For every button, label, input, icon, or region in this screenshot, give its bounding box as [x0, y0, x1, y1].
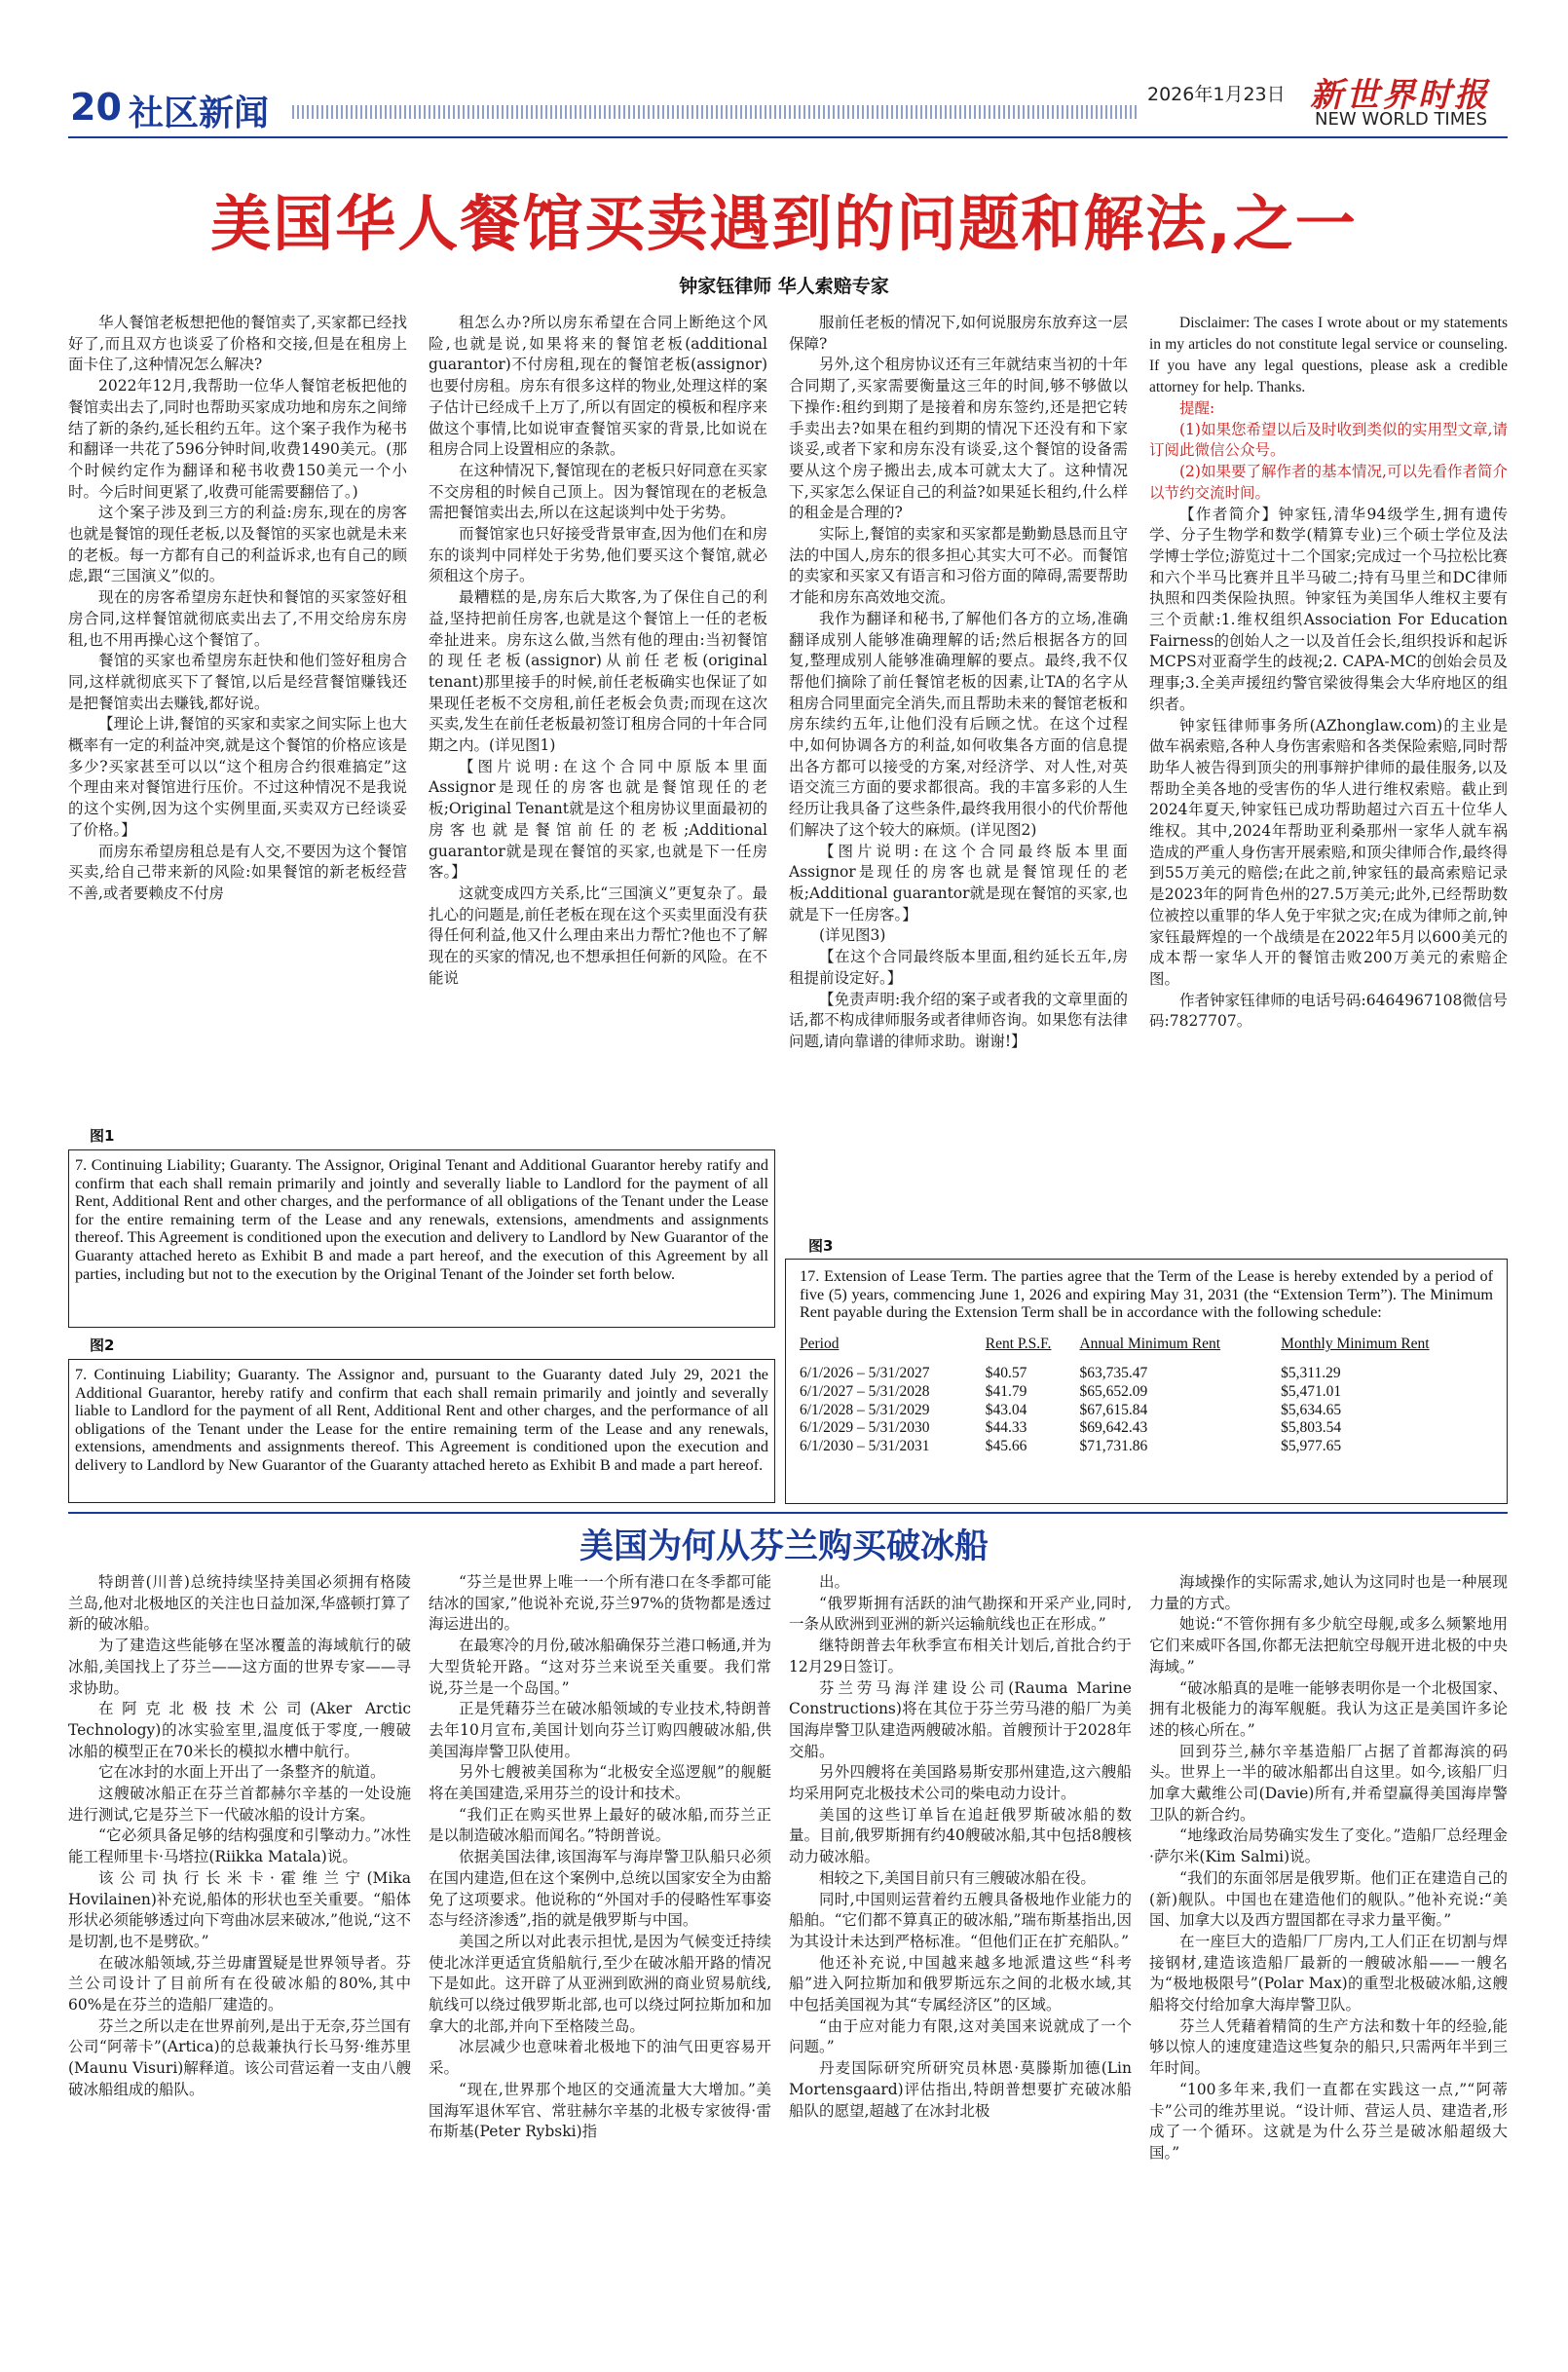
article-separator	[68, 1512, 1508, 1514]
figure-3-text: 17. Extension of Lease Term. The parties agree that the Term of the Lease is hereby extended by a period of five (5) years, commencing June 1, 2026 and expiring May 31, 2031 (the “Extension Term”). The Minimum Rent payable during the Extension Term shall be in accordance with the following schedule:	[800, 1267, 1493, 1322]
article2-headline: 美国为何从芬兰购买破冰船	[579, 1527, 989, 1566]
table-row	[800, 1438, 1493, 1456]
disclaimer-english: Disclaimer: The cases I wrote about or my statements in my articles do not constitute legal service or counseling. If you have any legal questions, please ask a credible attorney for help. Thanks.	[1149, 315, 1508, 395]
figure-1-lease-clause	[68, 1149, 775, 1328]
table-cell: 6/1/2030 – 5/31/2031	[800, 1437, 930, 1454]
paragraph: 在破冰船领域,芬兰毋庸置疑是世界领导者。芬兰公司设计了目前所有在役破冰船的80%,其中60%是在芬兰的造船厂建造的。	[68, 1953, 411, 2014]
paragraph: “地缘政治局势确实发生了变化。”造船厂总经理金·萨尔米(Kim Salmi)说。	[1149, 1826, 1508, 1866]
paragraph: 正是凭藉芬兰在破冰船领域的专业技术,特朗普去年10月宣布,美国计划向芬兰订购四艘破冰船,供美国海岸警卫队使用。	[429, 1700, 771, 1760]
masthead-english: NEW WORLD TIMES	[1315, 109, 1488, 130]
paragraph: 美国之所以对此表示担忧,是因为气候变迁持续使北冰洋更适宜货船航行,至少在破冰船开路的情况下是如此。这开辟了从亚洲到欧洲的商业贸易航线,航线可以绕过俄罗斯北部,也可以绕过阿拉斯加和加拿大的北部,并向下至格陵兰岛。	[429, 1932, 771, 2035]
paragraph: 她说:“不管你拥有多少航空母舰,或多么频繁地用它们来威吓各国,你都无法把航空母舰开进北极的中央海域。”	[1149, 1615, 1508, 1675]
paragraph: 这艘破冰船正在芬兰首都赫尔辛基的一处设施进行测试,它是芬兰下一代破冰船的设计方案。	[68, 1785, 411, 1824]
section-title: 社区新闻	[129, 94, 270, 133]
article1-column-2	[429, 313, 767, 1115]
header-dotted-rule	[292, 105, 1139, 119]
table-cell: $5,311.29	[1281, 1365, 1341, 1382]
table-cell: $71,731.86	[1079, 1437, 1148, 1454]
paragraph: “现在,世界那个地区的交通流量大大增加。”美国海军退休军官、常驻赫尔辛基的北极专家彼得·雷布斯基(Peter Rybski)指	[429, 2080, 771, 2141]
paragraph: “它必须具备足够的结构强度和引擎动力。”冰性能工程师里卡·马塔拉(Riikka Matala)说。	[68, 1826, 411, 1866]
figure-2-lease-clause	[68, 1359, 775, 1503]
paragraph: 芬兰人凭藉着精简的生产方法和数十年的经验,能够以惊人的速度建造这些复杂的船只,只需两年半到三年时间。	[1149, 2016, 1508, 2078]
paragraph: 在这种情况下,餐馆现在的老板只好同意在买家不交房租的时候自己顶上。因为餐馆现在的老板急需把餐馆卖出去,所以在这起谈判中处于劣势。	[429, 461, 767, 522]
article1-column-3	[789, 313, 1128, 1232]
paragraph: 租怎么办?所以房东希望在合同上断绝这个风险,也就是说,如果将来的餐馆老板(additional guarantor)不付房租,现在的餐馆老板(assignor)也要付房租。房东有很多这样的物业,处理这样的案子估计已经成千上万了,所以有固定的模板和程序来做这个事情,比如说审查餐馆买家的背景,比如说在租房合同上设置相应的条款。	[429, 314, 767, 459]
table-cell: $44.33	[985, 1419, 1027, 1437]
table-cell: $69,642.43	[1079, 1419, 1148, 1437]
paragraph: 餐馆的买家也希望房东赶快和他们签好租房合同,这样就彻底买下了餐馆,以后是经营餐馆赚钱还是把餐馆卖出去赚钱,都好说。	[68, 652, 407, 712]
paragraph: 海域操作的实际需求,她认为这同时也是一种展现力量的方式。	[1149, 1573, 1508, 1612]
paragraph: “100多年来,我们一直都在实践这一点,”“阿蒂卡”公司的维苏里说。“设计师、营运人员、建造者,形成了一个循环。这就是为什么芬兰是破冰船超级大国。”	[1149, 2080, 1508, 2162]
reminder-title: 提醒:	[1179, 399, 1215, 417]
paragraph: 【免责声明:我介绍的案子或者我的文章里面的话,都不构成律师服务或者律师咨询。如果您有法律问题,请向靠谱的律师求助。谢谢!】	[789, 990, 1128, 1050]
issue-date: 2026年1月23日	[1147, 84, 1286, 105]
paragraph: 相较之下,美国目前只有三艘破冰船在役。	[819, 1868, 1096, 1887]
paragraph: “破冰船真的是唯一能够表明你是一个北极国家、拥有北极能力的海军舰艇。我认为这正是美国许多论述的核心所在。”	[1149, 1678, 1508, 1739]
paragraph: 最糟糕的是,房东后大欺客,为了保住自己的利益,坚持把前任房客,也就是这个餐馆上一任的老板牵扯进来。房东这么做,当然有他的理由:当初餐馆的现任老板(assignor)从前任老板(original tenant)那里接手的时候,前任老板确实也保证了如果现任老板不交房租,前任老板会负责;而现在这次买卖,发生在前任老板最初签订租房合同的十年合同期之内。(详见图1)	[429, 588, 767, 755]
paragraph: 钟家钰律师事务所(AZhonglaw.com)的主业是做车祸索赔,各种人身伤害索赔和各类保险索赔,同时帮助华人被告得到顶尖的刑事辩护律师的最佳服务,以及帮助全美各地的受害伤的华人进行维权索赔。截止到2024年夏天,钟家钰已成功帮助超过六百五十位华人维权。其中,2024年帮助亚利桑那州一家华人就车祸造成的严重人身伤害开展索赔,和顶尖律师合作,最终得到55万美元的赔偿;在此之前,钟家钰的最高索赔记录是2023年的阿肯色州的27.5万美元;此外,已经帮助数位被控以重罪的华人免于牢狱之灾;在成为律师之前,钟家钰最辉煌的一个战绩是在2022年5月以600美元的成本帮一家华人开的餐馆击败200万美元的索赔企图。	[1149, 716, 1508, 988]
paragraph: 而餐馆家也只好接受背景审查,因为他们在和房东的谈判中同样处于劣势,他们要买这个餐馆,就必须租这个房子。	[429, 525, 767, 585]
figure-2-text: 7. Continuing Liability; Guaranty. The Assignor and, pursuant to the Guaranty dated July 29, 2021 the Additional Guarantor, hereby ratify and confirm that each shall remain primarily and jointly and severally liable to Landlord for the payment of all Rent, Additional Rent and other charges, and the performance of all obligations of the Tenant under the Lease for the entire remaining term of the Lease and any renewals, extensions, amendments and assignments thereof. This Agreement is conditioned upon the execution and delivery to Landlord by New Guarantor of the Guaranty attached hereto as Exhibit B and made a part hereof.	[75, 1366, 768, 1474]
masthead-logo: 新世界时报	[1310, 76, 1490, 115]
header-divider	[68, 136, 1508, 138]
table-cell: 6/1/2027 – 5/31/2028	[800, 1382, 930, 1400]
paragraph: (详见图3)	[819, 926, 886, 945]
paragraph: 【在这个合同最终版本里面,租约延长五年,房租提前设定好。】	[789, 948, 1128, 987]
table-cell: 6/1/2026 – 5/31/2027	[800, 1365, 930, 1382]
paragraph: 另外七艘被美国称为“北极安全巡逻舰”的舰艇将在美国建造,采用芬兰的设计和技术。	[429, 1763, 771, 1803]
paragraph: 【理论上讲,餐馆的买家和卖家之间实际上也大概率有一定的利益冲突,就是这个餐馆的价格应该是多少?买家甚至可以以“这个租房合约很难搞定”这个理由来对餐馆进行压价。不过这种情况不是我说的这个实例,因为这个实例里面,买卖双方已经谈妥了价格。】	[68, 715, 407, 839]
paragraph: 芬兰劳马海洋建设公司(Rauma Marine Constructions)将在其位于芬兰劳马港的船厂为美国海岸警卫队建造两艘破冰船。首艘预计于2028年交船。	[789, 1678, 1132, 1760]
paragraph: 华人餐馆老板想把他的餐馆卖了,买家都已经找好了,而且双方也谈妥了价格和交接,但是在租房上面卡住了,这种情况怎么解决?	[68, 314, 407, 374]
paragraph: “由于应对能力有限,这对美国来说就成了一个问题。”	[789, 2016, 1132, 2056]
figure-3-lease-extension	[785, 1259, 1508, 1504]
table-header: Monthly Minimum Rent	[1281, 1335, 1430, 1352]
table-cell: $65,652.09	[1079, 1382, 1148, 1400]
paragraph: 依据美国法律,该国海军与海岸警卫队船只必须在国内建造,但在这个案例中,总统以国家安全为由豁免了这项要求。他说称的“外国对手的侵略性军事姿态与经济渗透”,指的就是俄罗斯与中国。	[429, 1848, 771, 1930]
paragraph: 他还补充说,中国越来越多地派遣这些“科考船”进入阿拉斯加和俄罗斯远东之间的北极水域,其中包括美国视为其“专属经济区”的区域。	[789, 1953, 1132, 2014]
table-cell: $45.66	[985, 1437, 1027, 1454]
table-cell: 6/1/2028 – 5/31/2029	[800, 1401, 930, 1418]
table-cell: $5,634.65	[1281, 1401, 1342, 1418]
paragraph: 冰层减少也意味着北极地下的油气田更容易开采。	[429, 2038, 771, 2078]
paragraph: “我们正在购买世界上最好的破冰船,而芬兰正是以制造破冰船而闻名。”特朗普说。	[429, 1805, 771, 1845]
table-cell: $41.79	[985, 1382, 1027, 1400]
table-row	[800, 1402, 1493, 1420]
paragraph: 服前任老板的情况下,如何说服房东放弃这一层保障?	[789, 314, 1128, 353]
article1-byline: 钟家钰律师 华人索赔专家	[679, 276, 889, 297]
table-header: Rent P.S.F.	[985, 1335, 1052, 1352]
article2-column-1	[68, 1572, 411, 2342]
paragraph: 特朗普(川普)总统持续坚持美国必须拥有格陵兰岛,他对北极地区的关注也日益加深,华盛顿打算了新的破冰船。	[68, 1573, 411, 1634]
paragraph: 而房东希望房租总是有人交,不要因为这个餐馆买卖,给自己带来新的风险:如果餐馆的新老板经营不善,或者要赖皮不付房	[68, 842, 407, 902]
paragraph: 在阿克北极技术公司(Aker Arctic Technology)的冰实验室里,温度低于零度,一艘破冰船的模型正在70米长的模拟水槽中航行。	[68, 1700, 411, 1760]
table-row	[800, 1383, 1493, 1402]
reminder-2: (2)如果要了解作者的基本情况,可以先看作者简介以节约交流时间。	[1149, 463, 1508, 502]
figure-1-label: 图1	[90, 1127, 115, 1145]
paragraph: 现在的房客希望房东赶快和餐馆的买家签好租房合同,这样餐馆就彻底卖出去了,不用交给房东房租,也不用再操心这个餐馆了。	[68, 588, 407, 649]
paragraph: 在最寒冷的月份,破冰船确保芬兰港口畅通,并为大型货轮开路。“这对芬兰来说至关重要。我们常说,芬兰是一个岛国。”	[429, 1637, 771, 1697]
table-cell: $43.04	[985, 1401, 1027, 1418]
table-cell: $67,615.84	[1079, 1401, 1148, 1418]
paragraph: 这个案子涉及到三方的利益:房东,现在的房客也就是餐馆的现任老板,以及餐馆的买家也就是未来的老板。每一方都有自己的利益诉求,也有自己的顾虑,跟“三国演义”似的。	[68, 504, 407, 585]
table-row	[800, 1419, 1493, 1438]
reminder-1: (1)如果您希望以后及时收到类似的实用型文章,请订阅此微信公众号。	[1149, 420, 1508, 460]
paragraph: 出。	[819, 1573, 850, 1591]
table-header: Annual Minimum Rent	[1079, 1335, 1221, 1352]
article1-column-4	[1149, 313, 1508, 1287]
paragraph: 【图片说明:在这个合同最终版本里面Assignor是现任的房客也就是餐馆现任的老板;Additional guarantor就是现在餐馆的买家,也就是下一任房客。】	[789, 842, 1128, 923]
rent-schedule-table	[800, 1330, 1493, 1456]
paragraph: “我们的东面邻居是俄罗斯。他们正在建造自己的(新)舰队。中国也在建造他们的舰队。”他补充说:“美国、加拿大以及西方盟国都在寻求力量平衡。”	[1149, 1868, 1508, 1930]
table-cell: $40.57	[985, 1365, 1027, 1382]
article2-column-4	[1149, 1572, 1508, 2342]
paragraph: 美国的这些订单旨在追赶俄罗斯破冰船的数量。目前,俄罗斯拥有约40艘破冰船,其中包括8艘核动力破冰船。	[789, 1805, 1132, 1866]
table-row	[800, 1365, 1493, 1383]
paragraph: 该公司执行长米卡·霍维兰宁(Mika Hovilainen)补充说,船体的形状也至关重要。“船体形状必须能够透过向下弯曲冰层来破冰,”他说,“这不是切割,也不是劈砍。”	[68, 1868, 411, 1950]
paragraph: 另外,这个租房协议还有三年就结束当初的十年合同期了,买家需要衡量这三年的时间,够不够做以下操作:租约到期了是接着和房东签约,还是把它转手卖出去?如果在租约到期的情况下还没有和下家谈妥,或者下家和房东没有谈妥,这个餐馆的设备需要从这个房子搬出去,成本可就太大了。这种情况下,买家怎么保证自己的利益?如果延长租约,什么样的租金是合理的?	[789, 356, 1128, 522]
paragraph: 【作者简介】钟家钰,清华94级学生,拥有遗传学、分子生物学和数学(精算专业)三个硕士学位及法学博士学位;游览过十二个国家;完成过一个马拉松比赛和六个半马比赛并且半马破二;持有马里兰和DC律师执照和四类保险执照。钟家钰为美国华人维权主要有三个贡献:1.维权组织Association For Education Fairness的创始人之一以及首任会长,组织投诉和起诉MCPS对亚裔学生的歧视;2. CAPA-MC的创始会员及理事;3.全美声援纽约警官梁彼得集会大华府地区的组织者。	[1149, 505, 1508, 713]
paragraph: 在一座巨大的造船厂厂房内,工人们正在切割与焊接钢材,建造该造船厂最新的一艘破冰船——一艘名为“极地极限号”(Polar Max)的重型北极破冰船,这艘船将交付给加拿大海岸警卫队。	[1149, 1932, 1508, 2014]
table-cell: $5,471.01	[1281, 1382, 1342, 1400]
table-cell: 6/1/2029 – 5/31/2030	[800, 1419, 930, 1437]
figure-2-label: 图2	[90, 1337, 115, 1354]
paragraph: 我作为翻译和秘书,了解他们各方的立场,准确翻译成别人能够准确理解的话;然后根据各方的回复,整理成别人能够准确理解的要点。最终,我不仅帮他们摘除了前任餐馆老板的因素,让TA的名字从租房合同里面完全消失,而且帮助未来的餐馆老板和房东续约五年,让他们没有后顾之忧。在这个过程中,如何协调各方的利益,如何收集各方面的信息提出各方都可以接受的方案,对经济学、对人性,对英语交流三方面的要求都很高。我的丰富多彩的人生经历让我具备了这些条件,最终我用很小的代价帮他们解决了这个较大的麻烦。(详见图2)	[789, 609, 1128, 839]
paragraph: 继特朗普去年秋季宣布相关计划后,首批合约于12月29日签订。	[789, 1637, 1132, 1675]
figure-3-label: 图3	[808, 1237, 834, 1255]
paragraph: 回到芬兰,赫尔辛基造船厂占据了首都海滨的码头。世界上一半的破冰船都出自这里。如今,该船厂归加拿大戴维公司(Davie)所有,并希望赢得美国海岸警卫队的新合约。	[1149, 1742, 1508, 1824]
table-cell: $5,977.65	[1281, 1437, 1342, 1454]
paragraph: 另外四艘将在美国路易斯安那州建造,这六艘船均采用阿克北极技术公司的柴电动力设计。	[789, 1763, 1132, 1803]
figure-1-text: 7. Continuing Liability; Guaranty. The Assignor, Original Tenant and Additional Guarantor hereby ratify and confirm that each shall remain primarily and jointly and severally liable to Landlord for the payment of all Rent, Additional Rent and other charges, and the performance of all obligations of the Tenant under the Lease for the entire remaining term of the Lease and any renewals, extensions, amendments and assignments thereof. This Agreement is conditioned upon the execution and delivery to Landlord by New Guarantor of the Guaranty attached hereto as Exhibit B and made a part hereof, and the execution of this Agreement by all parties, including but not to the execution by the Original Tenant of the Joinder set forth below.	[75, 1156, 768, 1283]
paragraph: 作者钟家钰律师的电话号码:6464967108微信号码:7827707。	[1149, 991, 1508, 1031]
paragraph: 为了建造这些能够在坚冰覆盖的海域航行的破冰船,美国找上了芬兰——这方面的世界专家——寻求协助。	[68, 1637, 411, 1697]
page-number: 20	[70, 86, 122, 129]
paragraph: “芬兰是世界上唯一一个所有港口在冬季都可能结冰的国家,”他说补充说,芬兰97%的货物都是透过海运进出的。	[429, 1573, 771, 1634]
paragraph: 2022年12月,我帮助一位华人餐馆老板把他的餐馆卖出去了,同时也帮助买家成功地和房东之间缔结了新的条约,延长租约五年。这个案子我作为秘书和翻译一共花了596分钟时间,收费1490美元。(那个时候约定作为翻译和秘书收费150美元一个小时。今后时间更紧了,收费可能需要翻倍了。)	[68, 377, 407, 501]
article2-column-3	[789, 1572, 1132, 2342]
paragraph: 同时,中国则运营着约五艘具备极地作业能力的船舶。“它们都不算真正的破冰船,”瑞布斯基指出,因为其设计未达到严格标准。“但他们正在扩充船队。”	[789, 1890, 1132, 1950]
paragraph: 它在冰封的水面上开出了一条整齐的航道。	[98, 1763, 386, 1782]
table-header: Period	[800, 1335, 840, 1352]
paragraph: 芬兰之所以走在世界前列,是出于无奈,芬兰国有公司“阿蒂卡”(Artica)的总裁兼执行长马努·维苏里(Maunu Visuri)解释道。该公司营运着一支由八艘破冰船组成的船队。	[68, 2016, 411, 2098]
article1-headline: 美国华人餐馆买卖遇到的问题和解法,之一	[210, 188, 1358, 259]
paragraph: 【图片说明:在这个合同中原版本里面Assignor是现任的房客也就是餐馆现任的老板;Original Tenant就是这个租房协议里面最初的房客也就是餐馆前任的老板;Additional guarantor就是现在餐馆的买家,也就是下一任房客。】	[429, 757, 767, 882]
paragraph: 这就变成四方关系,比“三国演义”更复杂了。最扎心的问题是,前任老板在现在这个买卖里面没有获得任何利益,他又什么理由来出力帮忙?他也不了解现在的买家的情况,也不想承担任何新的风险。在不能说	[429, 884, 767, 987]
table-cell: $5,803.54	[1281, 1419, 1342, 1437]
article1-column-1	[68, 313, 407, 1115]
paragraph: “俄罗斯拥有活跃的油气勘探和开采产业,同时,一条从欧洲到亚洲的新兴运输航线也正在形成。”	[789, 1594, 1132, 1634]
article2-column-2	[429, 1572, 771, 2342]
table-cell: $63,735.47	[1079, 1365, 1148, 1382]
paragraph: 丹麦国际研究所研究员林恩·莫滕斯加德(Lin Mortensgaard)评估指出,特朗普想要扩充破冰船船队的愿望,超越了在冰封北极	[789, 2059, 1132, 2120]
paragraph: 实际上,餐馆的卖家和买家都是勤勤恳恳而且守法的中国人,房东的很多担心其实大可不必。而餐馆的卖家和买家又有语言和习俗方面的障碍,需要帮助才能和房东高效地交流。	[789, 525, 1128, 607]
